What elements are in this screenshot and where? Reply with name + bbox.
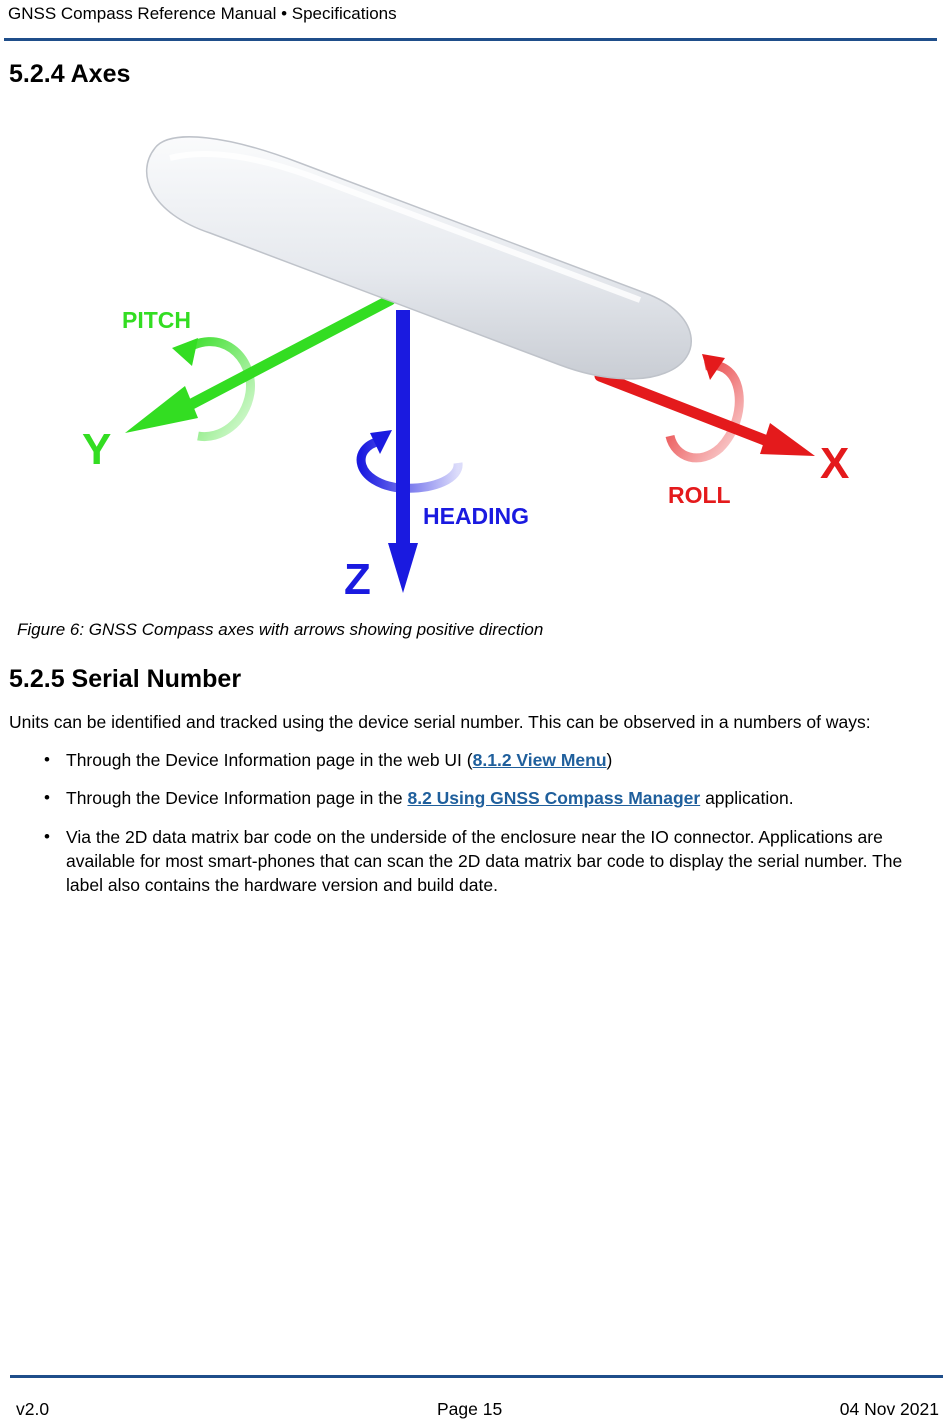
- pitch-label: PITCH: [122, 307, 191, 333]
- link-view-menu[interactable]: 8.1.2 View Menu: [472, 750, 607, 770]
- z-axis-label: Z: [344, 555, 371, 604]
- y-axis-label: Y: [82, 425, 112, 474]
- figure-caption: Figure 6: GNSS Compass axes with arrows showing positive direction: [17, 620, 544, 639]
- link-using-gnss-compass-manager[interactable]: 8.2 Using GNSS Compass Manager: [407, 788, 701, 808]
- x-axis-arrow: [600, 376, 815, 456]
- axes-diagram: [80, 118, 870, 608]
- section-heading-serial-number: 5.2.5 Serial Number: [9, 665, 242, 693]
- roll-label: ROLL: [668, 482, 731, 508]
- running-header: GNSS Compass Reference Manual • Specifications: [8, 4, 397, 23]
- axes-figure: [80, 118, 870, 608]
- list-item: • Through the Device Information page in the web UI (8.1.2 View Menu): [44, 750, 613, 770]
- x-axis-label: X: [820, 439, 850, 488]
- heading-label: HEADING: [423, 503, 530, 529]
- header-divider: [4, 38, 937, 41]
- z-axis-arrow: [388, 310, 418, 593]
- bullet-icon: •: [44, 750, 50, 769]
- footer-date: 04 Nov 2021: [839, 1399, 939, 1419]
- footer-divider: [10, 1375, 943, 1378]
- list-item: • Via the 2D data matrix bar code on the underside of the enclosure near the IO connector. Applications are available for most smart-phones that can scan the 2D data matrix bar code to display the serial number. The label also contains the hardware version and build date.: [44, 827, 903, 895]
- section-heading-axes: 5.2.4 Axes: [9, 60, 131, 88]
- bullet-icon: •: [44, 788, 50, 807]
- footer-version: v2.0: [16, 1399, 50, 1419]
- list-item: • Through the Device Information page in the 8.2 Using GNSS Compass Manager application.: [44, 788, 794, 808]
- footer-page-number: Page 15: [437, 1399, 503, 1419]
- serial-intro-paragraph: Units can be identified and tracked using the device serial number. This can be observed in a numbers of ways:: [9, 712, 871, 732]
- bullet-icon: •: [44, 827, 50, 846]
